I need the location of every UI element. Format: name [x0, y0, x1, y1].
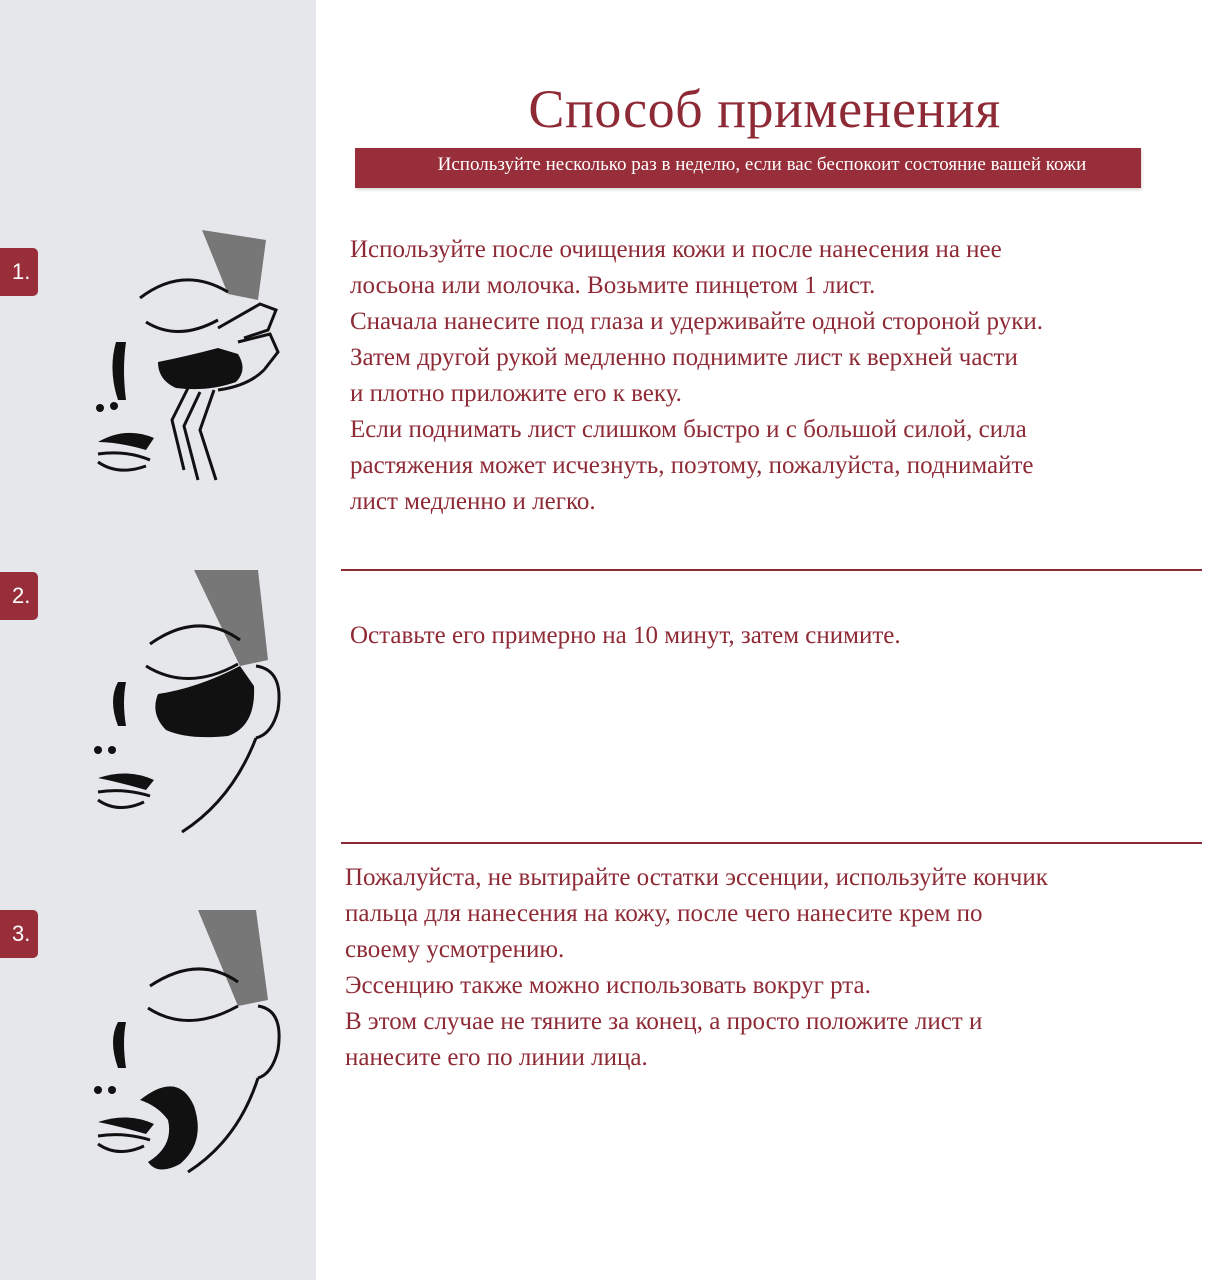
- section-divider: [341, 842, 1202, 844]
- step-3-line: пальца для нанесения на кожу, после чего нанесите крем по: [345, 900, 983, 927]
- step-1-line: Если поднимать лист слишком быстро и с большой силой, сила: [350, 416, 1027, 443]
- usage-frequency-banner: Используйте несколько раз в неделю, если вас беспокоит состояние вашей кожи: [355, 148, 1141, 188]
- step-1-line: лосьона или молочка. Возьмите пинцетом 1 лист.: [350, 272, 876, 299]
- step-3-text: [345, 860, 1048, 1076]
- step-2-badge: 2.: [0, 572, 38, 620]
- step-1-text: [350, 232, 1043, 520]
- step-1-badge: 1.: [0, 248, 38, 296]
- face-with-chin-patch-icon: [88, 910, 298, 1180]
- step-1-line: лист медленно и легко.: [350, 488, 596, 515]
- step-1-line: и плотно приложите его к веку.: [350, 380, 682, 407]
- step-2-line: Оставьте его примерно на 10 минут, затем снимите.: [350, 622, 901, 649]
- section-divider: [341, 569, 1202, 571]
- page-title: Способ применения: [528, 79, 1001, 140]
- step-3-line: своему усмотрению.: [345, 936, 565, 963]
- step-3-line: нанесите его по линии лица.: [345, 1044, 648, 1071]
- step-1-line: Затем другой рукой медленно поднимите лист к верхней части: [350, 344, 1018, 371]
- step-3-line: Пожалуйста, не вытирайте остатки эссенции, используйте кончик: [345, 864, 1048, 891]
- step-1-line: Используйте после очищения кожи и после нанесения на нее: [350, 236, 1002, 263]
- step-3-line: Эссенцию также можно использовать вокруг рта.: [345, 972, 871, 999]
- step-3-badge: 3.: [0, 910, 38, 958]
- step-3-line: В этом случае не тяните за конец, а просто положите лист и: [345, 1008, 983, 1035]
- face-with-eye-patch-icon: [88, 570, 298, 840]
- face-applying-eye-patch-icon: [88, 230, 298, 490]
- step-1-line: Сначала нанесите под глаза и удерживайте одной стороной руки.: [350, 308, 1043, 335]
- step-2-text: [350, 618, 901, 654]
- step-1-line: растяжения может исчезнуть, поэтому, пожалуйста, поднимайте: [350, 452, 1034, 479]
